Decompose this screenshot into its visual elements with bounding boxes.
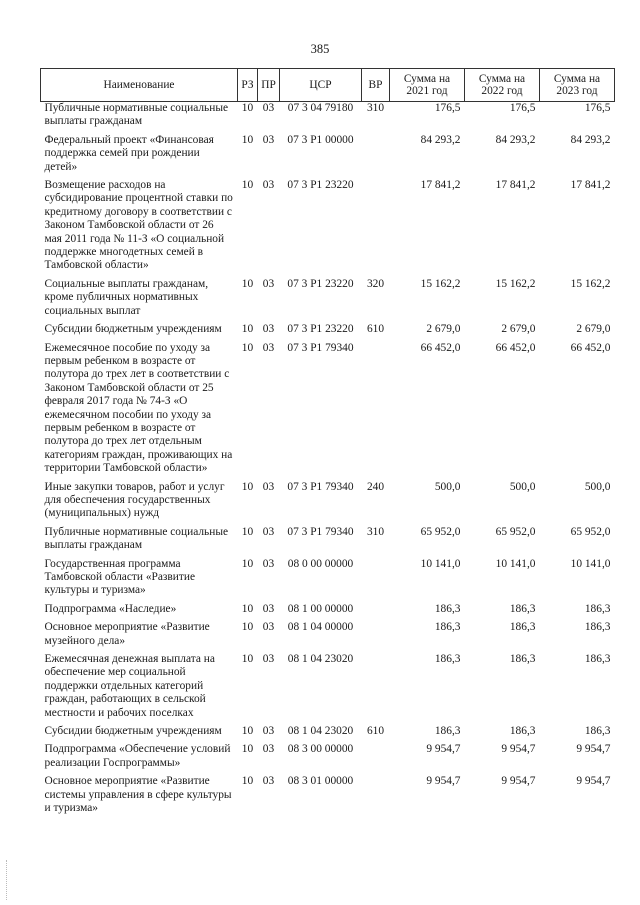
cell-sum-2021: 84 293,2 [420, 133, 461, 146]
cell-name: Иные закупки товаров, работ и услуг для обеспечения государственных (муниципальных) нужд [44, 480, 225, 520]
cell-sum-2022: 17 841,2 [495, 179, 536, 192]
cell-sum-2023: 10 141,0 [570, 557, 611, 570]
cell-sum-2021: 66 452,0 [420, 341, 461, 354]
cell-pr: 03 [262, 133, 275, 146]
cell-name: Возмещение расходов на субсидирование процентной ставки по кредитному договору в соответствии с Законом Тамбовской области от 26 мая 2011 года № 11-З «О социальной поддержке многодетных семей в Тамбовской области» [44, 179, 233, 272]
cell-sum-2021: 186,3 [434, 725, 461, 738]
cell-name: Ежемесячное пособие по уходу за первым ребенком в возрасте от полутора до трех лет в соответствии с Законом Тамбовской области от 25 февраля 2017 года № 74-З «О ежемесячном пособии по уходу за первым ребенком в возрасте от полутора до трех лет отдельным категориям граждан, проживающих на территории Тамбовской области» [44, 341, 233, 475]
cell-name: Подпрограмма «Наследие» [44, 602, 177, 615]
cell-sum-2021: 500,0 [434, 480, 461, 493]
page-number: 385 [310, 42, 330, 56]
cell-csr: 08 3 01 00000 [287, 775, 354, 788]
cell-sum-2023: 500,0 [584, 480, 611, 493]
cell-name: Субсидии бюджетным учреждениям [44, 323, 222, 336]
cell-csr: 08 3 00 00000 [287, 743, 354, 756]
cell-rz: 10 [241, 653, 254, 666]
cell-pr: 03 [262, 775, 275, 788]
cell-sum-2023: 17 841,2 [570, 179, 611, 192]
cell-sum-2022: 9 954,7 [501, 775, 536, 788]
table-row [41, 775, 615, 820]
cell-sum-2021: 9 954,7 [426, 775, 461, 788]
header-vr: ВР [362, 69, 390, 102]
cell-sum-2022: 176,5 [509, 102, 536, 114]
cell-pr: 03 [262, 179, 275, 192]
cell-rz: 10 [241, 525, 254, 538]
cell-sum-2023: 65 952,0 [570, 525, 611, 538]
cell-pr: 03 [262, 341, 275, 354]
cell-csr: 07 3 P1 23220 [287, 277, 354, 290]
cell-vr: 610 [366, 725, 385, 738]
cell-sum-2021: 186,3 [434, 621, 461, 634]
table-row [41, 102, 615, 134]
cell-name: Социальные выплаты гражданам, кроме публичных нормативных социальных выплат [44, 277, 209, 317]
margin-dots [6, 860, 9, 900]
table-row [41, 743, 615, 775]
cell-sum-2023: 186,3 [584, 621, 611, 634]
cell-rz: 10 [241, 480, 254, 493]
cell-csr: 08 1 04 23020 [287, 653, 354, 666]
cell-sum-2023: 2 679,0 [576, 323, 611, 336]
table-row [41, 278, 615, 323]
cell-vr: 240 [366, 480, 385, 493]
cell-sum-2022: 65 952,0 [495, 525, 536, 538]
cell-name: Подпрограмма «Обеспечение условий реализации Госпрограммы» [44, 743, 231, 769]
cell-csr: 07 3 P1 23220 [287, 323, 354, 336]
cell-sum-2022: 186,3 [509, 653, 536, 666]
cell-sum-2022: 9 954,7 [501, 743, 536, 756]
cell-pr: 03 [262, 557, 275, 570]
cell-pr: 03 [262, 653, 275, 666]
cell-csr: 08 1 04 00000 [287, 621, 354, 634]
cell-sum-2021: 9 954,7 [426, 743, 461, 756]
cell-sum-2022: 66 452,0 [495, 341, 536, 354]
table-row [41, 342, 615, 481]
table-row [41, 725, 615, 743]
header-sum-2023: Сумма на 2023 год [540, 69, 615, 102]
cell-rz: 10 [241, 602, 254, 615]
cell-pr: 03 [262, 480, 275, 493]
cell-sum-2023: 9 954,7 [576, 743, 611, 756]
header-sum-2022: Сумма на 2022 год [465, 69, 540, 102]
cell-sum-2023: 186,3 [584, 602, 611, 615]
cell-sum-2022: 15 162,2 [495, 277, 536, 290]
table-row [41, 603, 615, 621]
cell-sum-2022: 500,0 [509, 480, 536, 493]
cell-csr: 07 3 04 79180 [287, 102, 354, 114]
cell-rz: 10 [241, 775, 254, 788]
cell-csr: 07 3 P1 79340 [287, 341, 354, 354]
cell-name: Основное мероприятие «Развитие системы управления в сфере культуры и туризма» [44, 775, 232, 815]
cell-name: Публичные нормативные социальные выплаты гражданам [44, 102, 229, 128]
cell-sum-2023: 9 954,7 [576, 775, 611, 788]
table-row [41, 653, 615, 725]
cell-rz: 10 [241, 133, 254, 146]
cell-pr: 03 [262, 323, 275, 336]
cell-csr: 08 1 00 00000 [287, 602, 354, 615]
cell-rz: 10 [241, 277, 254, 290]
cell-pr: 03 [262, 602, 275, 615]
cell-name: Основное мероприятие «Развитие музейного дела» [44, 621, 210, 647]
cell-sum-2022: 186,3 [509, 602, 536, 615]
cell-rz: 10 [241, 725, 254, 738]
cell-pr: 03 [262, 525, 275, 538]
table-row [41, 621, 615, 653]
table-row [41, 323, 615, 341]
cell-sum-2023: 15 162,2 [570, 277, 611, 290]
cell-csr: 07 3 P1 23220 [287, 179, 354, 192]
cell-sum-2021: 15 162,2 [420, 277, 461, 290]
header-name: Наименование [41, 69, 238, 102]
cell-rz: 10 [241, 743, 254, 756]
cell-vr [362, 134, 390, 179]
cell-csr: 07 3 P1 79340 [287, 480, 354, 493]
cell-vr: 310 [366, 102, 385, 114]
table-row [41, 526, 615, 558]
table-row [41, 481, 615, 526]
table-row [41, 179, 615, 278]
header-rz: РЗ [238, 69, 258, 102]
cell-pr: 03 [262, 621, 275, 634]
cell-name: Субсидии бюджетным учреждениям [44, 725, 222, 738]
cell-sum-2022: 10 141,0 [495, 557, 536, 570]
cell-sum-2022: 2 679,0 [501, 323, 536, 336]
table-row [41, 558, 615, 603]
cell-vr [362, 558, 390, 603]
cell-rz: 10 [241, 179, 254, 192]
cell-sum-2021: 186,3 [434, 653, 461, 666]
cell-vr: 310 [366, 525, 385, 538]
cell-name: Ежемесячная денежная выплата на обеспечение мер социальной поддержки отдельных категорий граждан, работающих в сельской местности и рабочих поселках [44, 653, 215, 719]
table-body [41, 102, 615, 821]
cell-name: Государственная программа Тамбовской области «Развитие культуры и туризма» [44, 557, 196, 597]
cell-csr: 08 1 04 23020 [287, 725, 354, 738]
cell-pr: 03 [262, 277, 275, 290]
cell-vr [362, 743, 390, 775]
cell-sum-2021: 186,3 [434, 602, 461, 615]
cell-vr: 610 [366, 323, 385, 336]
cell-sum-2023: 186,3 [584, 653, 611, 666]
header-pr: ПР [258, 69, 280, 102]
cell-vr [362, 621, 390, 653]
cell-vr [362, 775, 390, 820]
cell-vr: 320 [366, 277, 385, 290]
cell-vr [362, 653, 390, 725]
cell-sum-2021: 176,5 [434, 102, 461, 114]
cell-csr: 08 0 00 00000 [287, 557, 354, 570]
cell-sum-2022: 186,3 [509, 725, 536, 738]
cell-sum-2023: 84 293,2 [570, 133, 611, 146]
cell-rz: 10 [241, 341, 254, 354]
cell-vr [362, 603, 390, 621]
cell-pr: 03 [262, 102, 275, 114]
cell-sum-2021: 65 952,0 [420, 525, 461, 538]
cell-name: Публичные нормативные социальные выплаты гражданам [44, 525, 229, 552]
table-row [41, 134, 615, 179]
cell-sum-2021: 17 841,2 [420, 179, 461, 192]
cell-sum-2021: 2 679,0 [426, 323, 461, 336]
cell-vr [362, 179, 390, 278]
cell-sum-2023: 186,3 [584, 725, 611, 738]
cell-pr: 03 [262, 743, 275, 756]
cell-sum-2022: 84 293,2 [495, 133, 536, 146]
header-csr: ЦСР [280, 69, 362, 102]
cell-rz: 10 [241, 557, 254, 570]
cell-name: Федеральный проект «Финансовая поддержка семей при рождении детей» [44, 133, 214, 173]
cell-rz: 10 [241, 621, 254, 634]
header-sum-2021: Сумма на 2021 год [390, 69, 465, 102]
budget-table [40, 68, 615, 821]
cell-sum-2023: 176,5 [584, 102, 611, 114]
cell-rz: 10 [241, 102, 254, 114]
cell-csr: 07 3 P1 79340 [287, 525, 354, 538]
cell-pr: 03 [262, 725, 275, 738]
cell-sum-2023: 66 452,0 [570, 341, 611, 354]
cell-vr [362, 342, 390, 481]
table-header [41, 69, 615, 102]
cell-sum-2021: 10 141,0 [420, 557, 461, 570]
cell-csr: 07 3 P1 00000 [287, 133, 354, 146]
cell-sum-2022: 186,3 [509, 621, 536, 634]
cell-rz: 10 [241, 323, 254, 336]
